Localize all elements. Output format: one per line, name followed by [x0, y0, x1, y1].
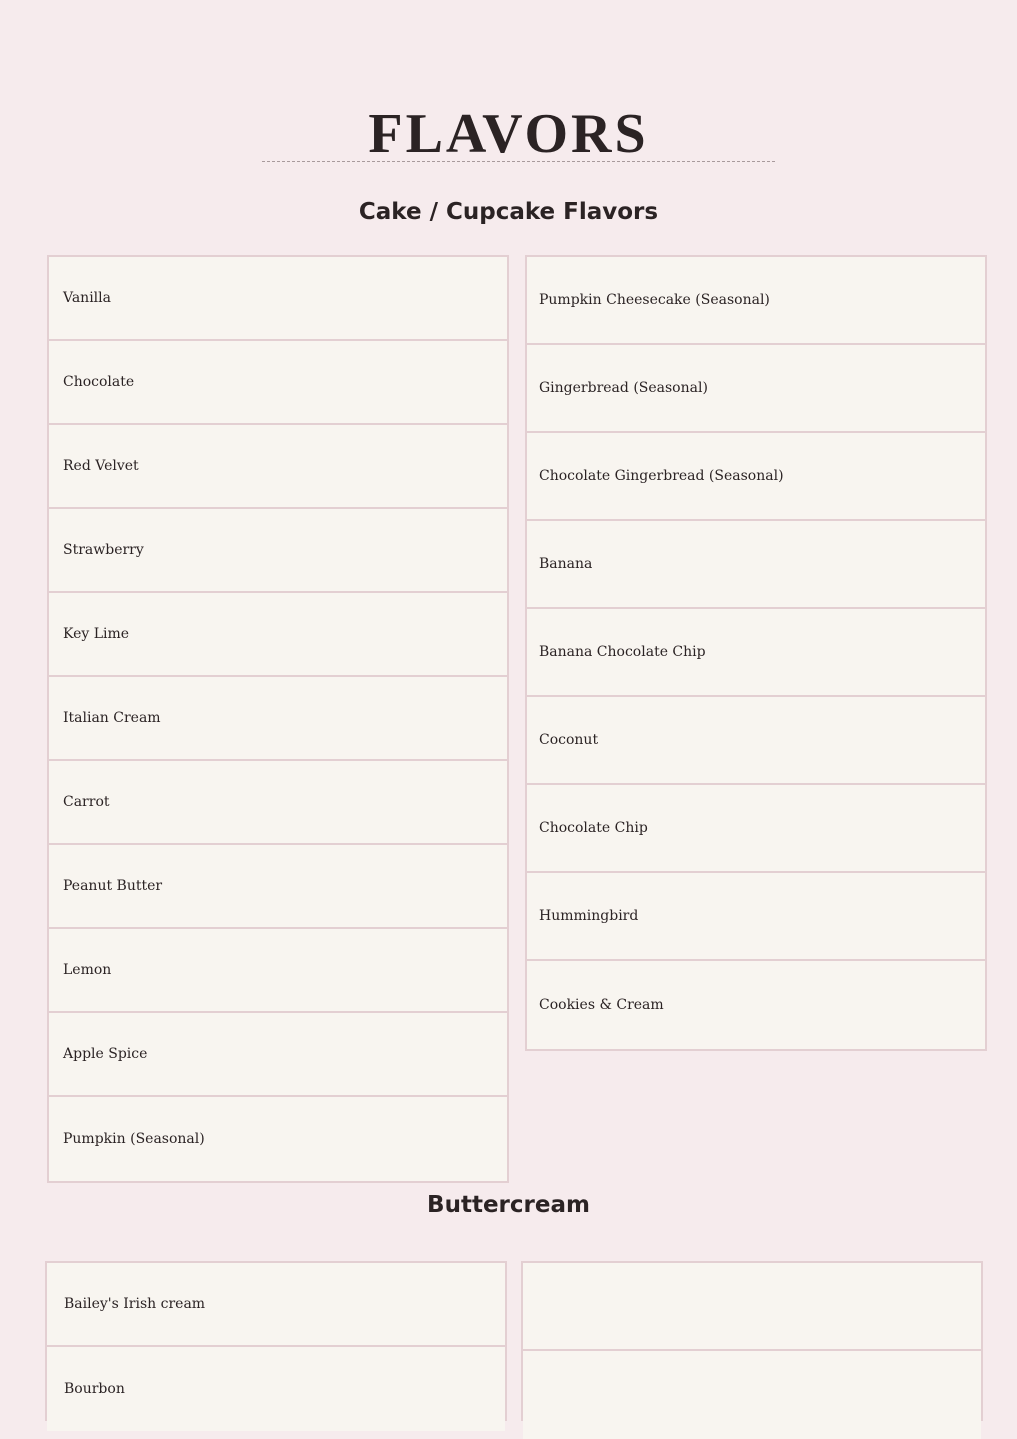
flavor-item: Chocolate Chip: [527, 785, 985, 873]
flavor-item: Apple Spice: [49, 1013, 507, 1097]
cake-flavors-heading: Cake / Cupcake Flavors: [358, 199, 659, 225]
flavor-item: Gingerbread (Seasonal): [527, 345, 985, 433]
flavor-item: Bailey's Irish cream: [47, 1263, 505, 1347]
cake-flavors-list-left: [47, 255, 509, 1183]
flavor-item: [523, 1263, 981, 1351]
flavor-item: Chocolate: [49, 341, 507, 425]
flavor-item: Bourbon: [47, 1347, 505, 1431]
flavor-item: Cookies & Cream: [527, 961, 985, 1049]
flavor-item: [523, 1351, 981, 1439]
flavor-item: Italian Cream: [49, 677, 507, 761]
cake-flavors-list-right: [525, 255, 987, 1051]
flavor-item: Pumpkin Cheesecake (Seasonal): [527, 257, 985, 345]
flavor-item: Peanut Butter: [49, 845, 507, 929]
flavor-item: Hummingbird: [527, 873, 985, 961]
flavor-item: Vanilla: [49, 257, 507, 341]
flavor-item: Strawberry: [49, 509, 507, 593]
flavor-item: Coconut: [527, 697, 985, 785]
flavor-item: Banana Chocolate Chip: [527, 609, 985, 697]
flavor-item: Red Velvet: [49, 425, 507, 509]
flavor-item: Key Lime: [49, 593, 507, 677]
flavor-item: Banana: [527, 521, 985, 609]
flavor-item: Pumpkin (Seasonal): [49, 1097, 507, 1181]
flavor-item: Lemon: [49, 929, 507, 1013]
flavor-item: Chocolate Gingerbread (Seasonal): [527, 433, 985, 521]
buttercream-heading: Buttercream: [427, 1192, 590, 1218]
title-divider: [262, 161, 775, 162]
buttercream-list-right: [521, 1261, 983, 1421]
buttercream-list-left: [45, 1261, 507, 1421]
page-title: FLAVORS: [368, 102, 649, 165]
flavor-item: Carrot: [49, 761, 507, 845]
